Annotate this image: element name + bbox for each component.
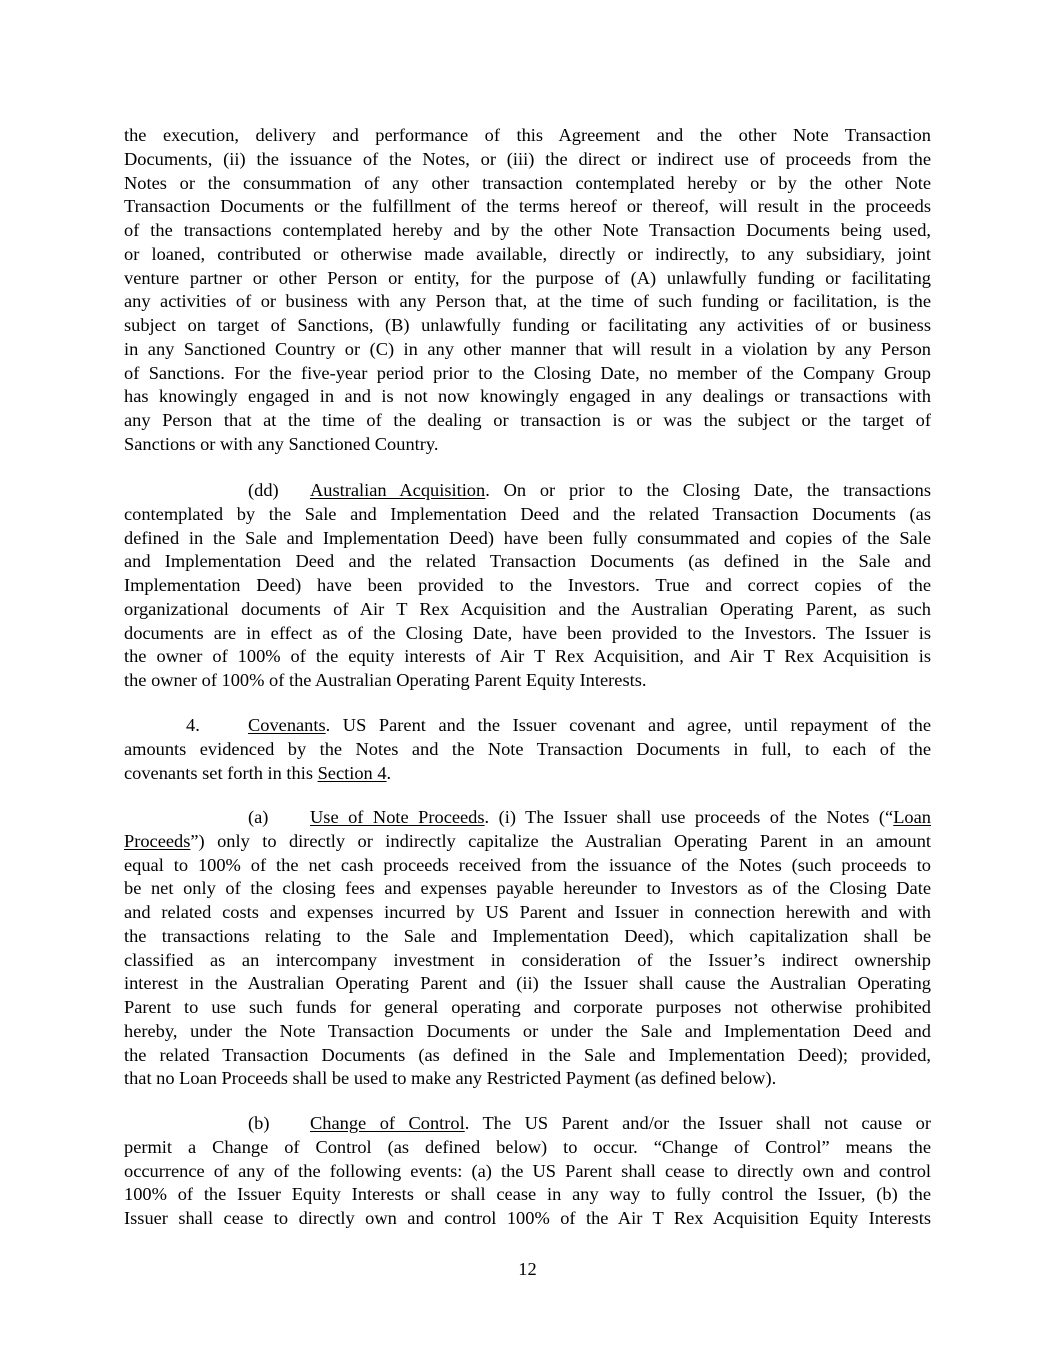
text-line: the owner of 100% of the Australian Operating Parent Equity Interests. bbox=[124, 670, 647, 690]
text-line: Sanctions or with any Sanctioned Country. bbox=[124, 433, 439, 454]
text-run: . (i) The Issuer shall use proceeds of the Notes (“ bbox=[484, 807, 894, 827]
text-line: be net only of the closing fees and expenses payable hereunder to Investors as of the Closing Date bbox=[124, 878, 931, 899]
defined-term: Proceeds bbox=[124, 830, 191, 851]
text-line: the related Transaction Documents (as defined in the Sale and Implementation Deed); provided, bbox=[124, 1044, 931, 1065]
text-line: of the transactions contemplated hereby and by the other Note Transaction Documents being used, bbox=[124, 220, 931, 240]
paragraph-sanctions-continuation bbox=[124, 124, 931, 457]
text-line: that no Loan Proceeds shall be used to make any Restricted Payment (as defined below). bbox=[124, 1068, 777, 1089]
text-line: and related costs and expenses incurred by US Parent and Issuer in connection herewith and with bbox=[124, 902, 931, 922]
text-run: . bbox=[386, 762, 392, 783]
text-line: has knowingly engaged in and is not now knowingly engaged in any dealings or transactions with bbox=[124, 386, 931, 407]
section-4-reference: Section 4 bbox=[317, 762, 387, 783]
defined-term: Loan bbox=[893, 807, 931, 827]
section-label: (a) bbox=[248, 807, 269, 827]
text-line: in any Sanctioned Country or (C) in any other manner that will result in a violation by any Person bbox=[124, 338, 931, 359]
text-line: venture partner or other Person or entity, for the purpose of (A) unlawfully funding or facilitating bbox=[124, 267, 931, 288]
section-b-first-line bbox=[124, 1112, 931, 1136]
section-heading: Covenants bbox=[248, 715, 326, 735]
text-line: 100% of the Issuer Equity Interests or shall cease in any way to fully control the Issuer, (b) the bbox=[124, 1184, 931, 1205]
text-line: subject on target of Sanctions, (B) unlawfully funding or facilitating any activities of or business bbox=[124, 315, 931, 335]
text-line: Implementation Deed) have been provided to the Investors. True and correct copies of the bbox=[124, 575, 931, 595]
text-run: . On or prior to the Closing Date, the transactions bbox=[485, 480, 931, 500]
section-a-first-line bbox=[124, 806, 931, 830]
page-number: 12 bbox=[518, 1259, 537, 1279]
text-line: contemplated by the Sale and Implementation Deed and the related Transaction Documents (as bbox=[124, 503, 931, 524]
text-line: the owner of 100% of the equity interests of Air T Rex Acquisition, and Air T Rex Acquisition is bbox=[124, 646, 931, 667]
text-run: ”) only to directly or indirectly capitalize the Australian Operating Parent in an amount bbox=[190, 830, 931, 851]
text-line: the execution, delivery and performance of this Agreement and the other Note Transaction bbox=[124, 125, 931, 145]
text-line: the transactions relating to the Sale and Implementation Deed), which capitalization shall be bbox=[124, 925, 931, 946]
section-heading: Use of Note Proceeds bbox=[310, 807, 485, 827]
text-line: permit a Change of Control (as defined below) to occur. “Change of Control” means the bbox=[124, 1136, 931, 1157]
text-line: hereby, under the Note Transaction Documents or under the Sale and Implementation Deed and bbox=[124, 1020, 931, 1041]
text-line: any activities of or business with any Person that, at the time of such funding or facilitation, is the bbox=[124, 291, 931, 312]
section-label: 4. bbox=[186, 715, 200, 735]
text-line bbox=[124, 830, 931, 854]
section-dd-australian-acquisition bbox=[124, 479, 931, 693]
section-label: (dd) bbox=[248, 480, 279, 500]
section-b-change-of-control bbox=[124, 1112, 931, 1231]
text-line: Notes or the consummation of any other transaction contemplated hereby or by the other Note bbox=[124, 172, 931, 193]
section-heading: Change of Control bbox=[310, 1113, 465, 1133]
text-line: of Sanctions. For the five-year period prior to the Closing Date, no member of the Company Group bbox=[124, 362, 931, 383]
section-4-covenants bbox=[124, 714, 931, 785]
text-run: covenants set forth in this bbox=[124, 762, 318, 783]
text-line: documents are in effect as of the Closing Date, have been provided to the Investors. The Issuer is bbox=[124, 622, 931, 643]
section-label: (b) bbox=[248, 1113, 270, 1133]
text-run: . The US Parent and/or the Issuer shall not cause or bbox=[464, 1113, 932, 1133]
text-line bbox=[124, 762, 931, 786]
text-line: Transaction Documents or the fulfillment of the terms hereof or thereof, will result in the proceeds bbox=[124, 196, 931, 217]
text-line: or loaned, contributed or otherwise made available, directly or indirectly, to any subsidiary, joint bbox=[124, 243, 931, 264]
section-a-use-of-note-proceeds bbox=[124, 806, 931, 1091]
section-dd-first-line bbox=[124, 479, 931, 503]
text-line: organizational documents of Air T Rex Acquisition and the Australian Operating Parent, as such bbox=[124, 598, 931, 619]
section-heading: Australian Acquisition bbox=[310, 480, 486, 500]
text-line: Parent to use such funds for general operating and corporate purposes not otherwise prohibited bbox=[124, 997, 931, 1017]
text-line: and Implementation Deed and the related Transaction Documents (as defined in the Sale and bbox=[124, 551, 931, 572]
text-line: Issuer shall cease to directly own and control 100% of the Air T Rex Acquisition Equity Interests bbox=[124, 1208, 931, 1228]
text-line: defined in the Sale and Implementation Deed) have been fully consummated and copies of the Sale bbox=[124, 527, 931, 548]
text-line: any Person that at the time of the dealing or transaction is or was the subject or the target of bbox=[124, 410, 931, 430]
section-4-first-line bbox=[124, 714, 931, 738]
text-line: equal to 100% of the net cash proceeds received from the issuance of the Notes (such proceeds to bbox=[124, 854, 931, 875]
text-run: . US Parent and the Issuer covenant and agree, until repayment of the bbox=[325, 715, 931, 735]
text-line: occurrence of any of the following events: (a) the US Parent shall cease to directly own and control bbox=[124, 1160, 931, 1181]
text-line: interest in the Australian Operating Parent and (ii) the Issuer shall cause the Australian Operating bbox=[124, 973, 931, 994]
text-line: amounts evidenced by the Notes and the Note Transaction Documents in full, to each of the bbox=[124, 738, 931, 759]
text-line: Documents, (ii) the issuance of the Notes, or (iii) the direct or indirect use of proceeds from the bbox=[124, 148, 931, 169]
text-line: classified as an intercompany investment in consideration of the Issuer’s indirect ownership bbox=[124, 949, 931, 970]
